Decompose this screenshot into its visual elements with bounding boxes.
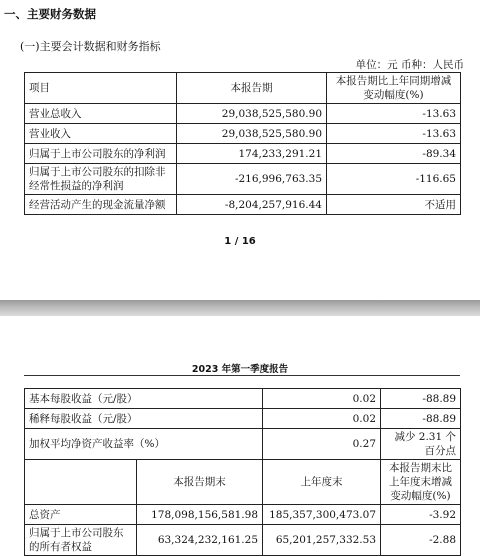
row-change: -13.63 [327, 104, 461, 124]
row-value: 0.02 [263, 389, 381, 409]
table-row [25, 195, 461, 215]
row-change: -88.89 [381, 409, 461, 429]
document-page-bottom [0, 316, 480, 551]
table-row [25, 144, 461, 164]
row-label: 基本每股收益（元/股） [25, 389, 263, 409]
report-header: 2023 年第一季度报告 [191, 364, 289, 375]
row-change: -116.65 [327, 164, 461, 195]
row-label: 营业总收入 [25, 104, 177, 124]
row-value: 0.27 [263, 429, 381, 460]
row-change: -2.88 [381, 525, 461, 556]
per-share-and-balance-table [24, 388, 461, 556]
row-value-prior-year-end: 65,201,257,332.53 [263, 525, 381, 556]
row-change: -89.34 [327, 144, 461, 164]
header-change-pct: 本报告期比上年同期增减变动幅度(%) [327, 73, 461, 104]
table-row [25, 124, 461, 144]
row-value: 29,038,525,580.90 [177, 124, 327, 144]
row-label: 归属于上市公司股东的净利润 [25, 144, 177, 164]
table-row [25, 505, 461, 525]
table-header-row [25, 73, 461, 104]
row-change: -88.89 [381, 389, 461, 409]
row-value: -8,204,257,916.44 [177, 195, 327, 215]
row-label: 归属于上市公司股东的扣除非经常性损益的净利润 [25, 164, 177, 195]
row-change: 不适用 [327, 195, 461, 215]
table-row [25, 164, 461, 195]
row-value: 0.02 [263, 409, 381, 429]
subsection-title: (一)主要会计数据和财务指标 [20, 40, 161, 53]
row-label: 稀释每股收益（元/股） [25, 409, 263, 429]
financial-data-table [24, 72, 461, 215]
header-change-pct: 本报告期末比上年度末增减变动幅度(%) [381, 460, 461, 505]
row-label: 加权平均净资产收益率（%） [25, 429, 263, 460]
row-value: -216,996,763.35 [177, 164, 327, 195]
header-rule [24, 375, 460, 376]
table-row [25, 429, 461, 460]
page-separator [0, 300, 480, 316]
header-prior-year-end: 上年度末 [263, 460, 381, 505]
row-label: 营业收入 [25, 124, 177, 144]
row-value: 29,038,525,580.90 [177, 104, 327, 124]
table-header-row [25, 460, 461, 505]
table-row [25, 389, 461, 409]
row-change: 减少 2.31 个百分点 [381, 429, 461, 460]
section-title: 一、主要财务数据 [4, 7, 96, 21]
header-period-end: 本报告期末 [137, 460, 263, 505]
header-item: 项目 [25, 73, 177, 104]
row-change: -13.63 [327, 124, 461, 144]
table-row [25, 104, 461, 124]
header-blank [25, 460, 137, 505]
row-value-prior-year-end: 185,357,300,473.07 [263, 505, 381, 525]
row-label: 归属于上市公司股东的所有者权益 [25, 525, 137, 556]
row-label: 总资产 [25, 505, 137, 525]
row-change: -3.92 [381, 505, 461, 525]
header-current-period: 本报告期 [177, 73, 327, 104]
row-label: 经营活动产生的现金流量净额 [25, 195, 177, 215]
page-number: 1 / 16 [224, 236, 256, 247]
table-row [25, 409, 461, 429]
row-value-period-end: 178,098,156,581.98 [137, 505, 263, 525]
row-value: 174,233,291.21 [177, 144, 327, 164]
row-value-period-end: 63,324,232,161.25 [137, 525, 263, 556]
unit-note: 单位：元 币种：人民币 [355, 59, 464, 71]
